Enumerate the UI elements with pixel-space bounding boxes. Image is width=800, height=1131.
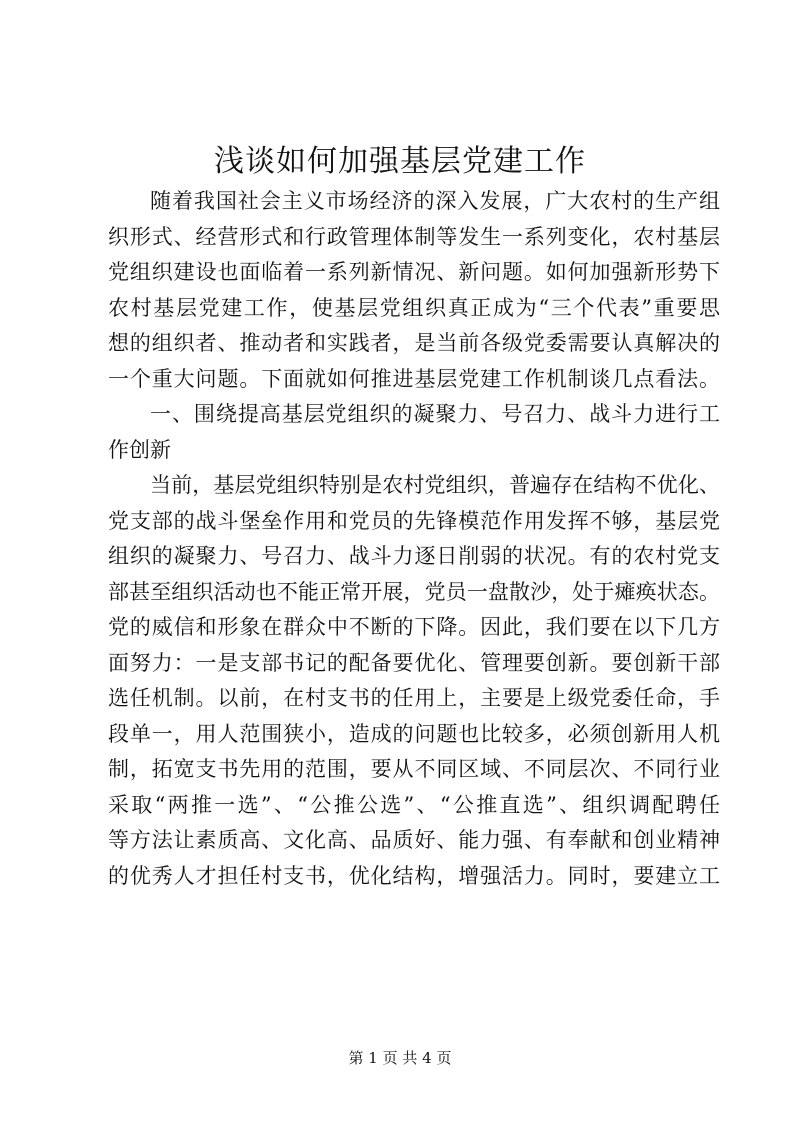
body-line: 想的组织者、推动者和实践者，是当前各级党委需要认真解决的: [108, 331, 720, 355]
section-heading-line: 一、围绕提高基层党组织的凝聚力、号召力、战斗力进行工: [150, 402, 720, 426]
body-line: 随着我国社会主义市场经济的深入发展，广大农村的生产组: [150, 189, 720, 213]
body-line: 党的威信和形象在群众中不断的下降。因此，我们要在以下几方: [108, 615, 720, 639]
body-line: 当前，基层党组织特别是农村党组织，普遍存在结构不优化、: [150, 473, 720, 497]
document-title: 浅谈如何加强基层党建工作: [214, 144, 586, 179]
document-body: [108, 184, 720, 894]
body-line: 部甚至组织活动也不能正常开展，党员一盘散沙，处于瘫痪状态。: [108, 579, 720, 604]
body-line: 农村基层党建工作，使基层党组织真正成为“三个代表”重要思: [108, 295, 720, 320]
body-line: 组织的凝聚力、号召力、战斗力逐日削弱的状况。有的农村党支: [108, 544, 720, 568]
body-line: 党组织建设也面临着一系列新情况、新问题。如何加强新形势下: [108, 260, 720, 284]
section-heading-line: 作创新: [108, 437, 171, 462]
body-line: 等方法让素质高、文化高、品质好、能力强、有奉献和创业精神: [108, 828, 720, 852]
body-line: 采取“两推一选”、“公推公选”、“公推直选”、组织调配聘任: [108, 792, 720, 817]
body-line: 段单一，用人范围狭小，造成的问题也比较多，必须创新用人机: [108, 721, 720, 746]
body-line: 选任机制。以前，在村支书的任用上，主要是上级党委任命，手: [108, 686, 720, 710]
body-line: 织形式、经营形式和行政管理体制等发生一系列变化，农村基层: [108, 224, 720, 249]
body-line: 面努力：一是支部书记的配备要优化、管理要创新。要创新干部: [108, 650, 720, 675]
body-line: 的优秀人才担任村支书，优化结构，增强活力。同时，要建立工: [108, 863, 720, 888]
body-line: 一个重大问题。下面就如何推进基层党建工作机制谈几点看法。: [108, 366, 720, 391]
body-line: 制，拓宽支书先用的范围，要从不同区域、不同层次、不同行业: [108, 757, 720, 781]
body-line: 党支部的战斗堡垒作用和党员的先锋模范作用发挥不够，基层党: [108, 508, 720, 533]
page-footer: 第 1 页 共 4 页: [348, 1049, 452, 1067]
